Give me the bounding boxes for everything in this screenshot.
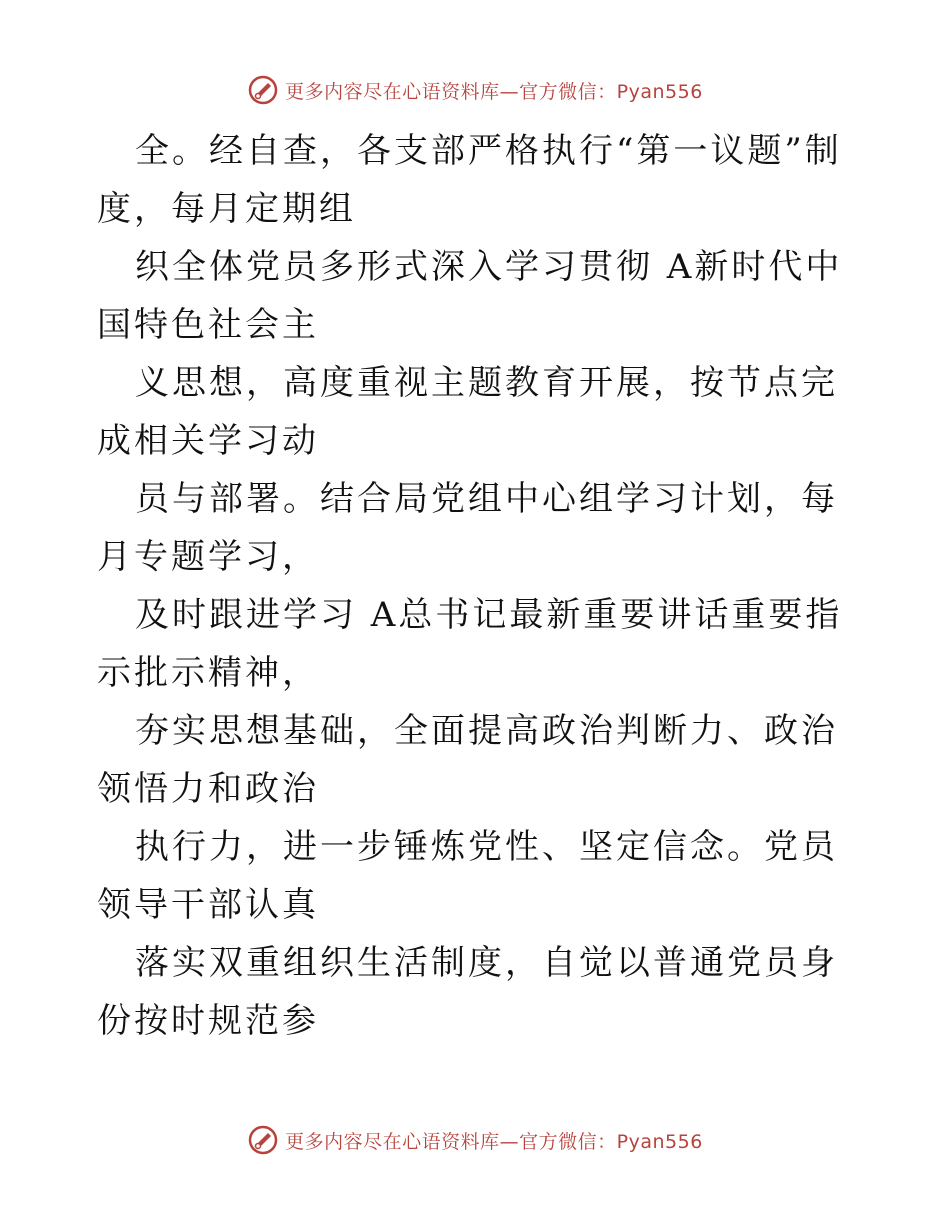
seal-logo-icon [247, 1124, 279, 1156]
footer-banner-text: 更多内容尽在心语资料库—官方微信：Pyan556 [285, 1130, 703, 1153]
paragraph: 夯实思想基础，全面提高政治判断力、政治领悟力和政治 [97, 711, 838, 809]
header-banner [0, 70, 950, 110]
document-body [97, 122, 867, 1050]
seal-logo-icon [247, 74, 279, 106]
paragraph: 执行力，进一步锤炼党性、坚定信念。党员领导干部认真 [97, 827, 838, 925]
paragraph: 及时跟进学习 A总书记最新重要讲话重要指示批示精神， [97, 595, 843, 693]
paragraph: 织全体党员多形式深入学习贯彻 A新时代中国特色社会主 [97, 247, 843, 345]
footer-banner [0, 1120, 950, 1160]
paragraph: 落实双重组织生活制度，自觉以普通党员身份按时规范参 [97, 943, 838, 1041]
header-banner-text: 更多内容尽在心语资料库—官方微信：Pyan556 [285, 80, 703, 103]
paragraph: 义思想，高度重视主题教育开展，按节点完成相关学习动 [97, 363, 838, 461]
paragraph: 全。经自查，各支部严格执行“第一议题”制度，每月定期组 [97, 131, 842, 229]
paragraph: 员与部署。结合局党组中心组学习计划，每月专题学习， [97, 479, 838, 577]
